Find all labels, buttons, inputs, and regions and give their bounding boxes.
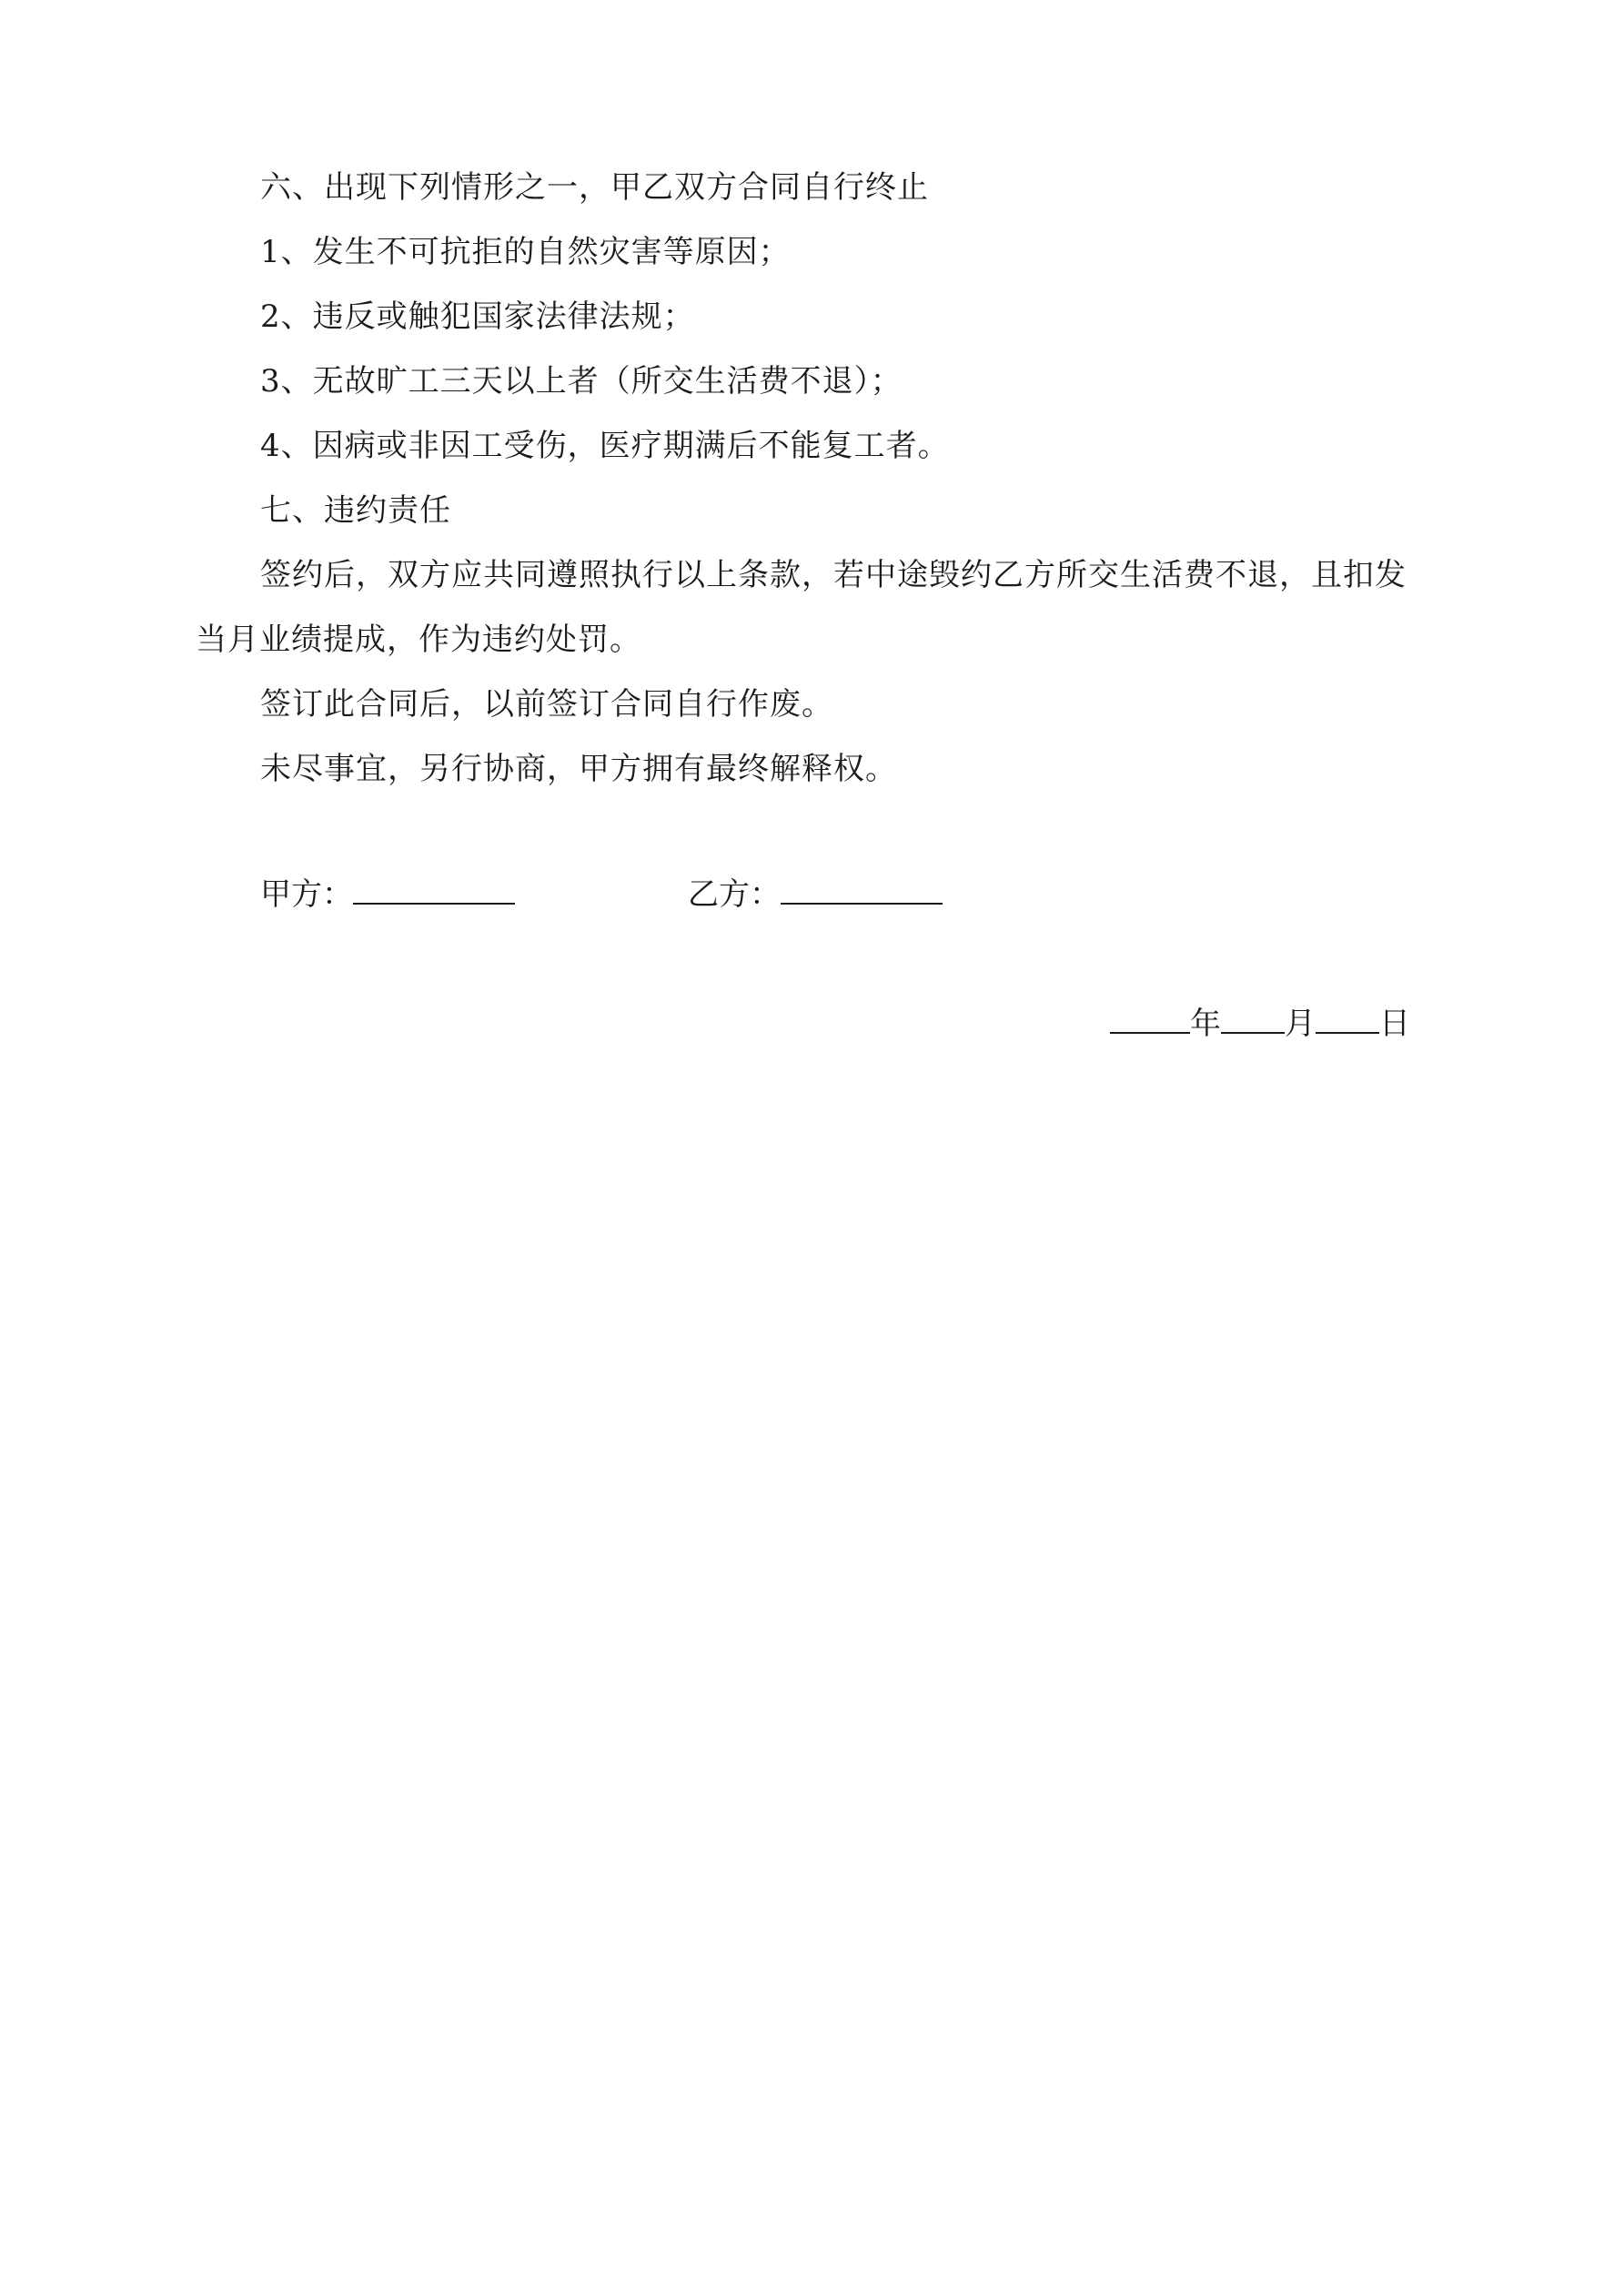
section6-item-4: 4、因病或非因工受伤，医疗期满后不能复工者。 [260,428,950,464]
section6-item-3: 3、无故旷工三天以上者（所交生活费不退）； [260,363,903,400]
party-a-label: 甲方： [260,876,353,913]
section6-item-2: 2、违反或触犯国家法律法规； [260,298,695,335]
date-row [1110,1003,1410,1042]
party-b-signature [688,874,943,913]
section7-heading: 七、违约责任 [260,492,451,529]
section7-paragraph-line-1: 签约后，双方应共同遵照执行以上条款，若中途毁约乙方所交生活费不退，且扣发 [260,557,1407,593]
month-blank[interactable] [1221,1003,1285,1034]
year-label: 年 [1190,1006,1221,1042]
party-b-label: 乙方： [688,876,781,913]
party-b-signature-line[interactable] [781,874,943,905]
month-label: 月 [1285,1006,1316,1042]
section6-item-1: 1、发生不可抗拒的自然灾害等原因； [260,234,791,270]
section7-paragraph-2: 签订此合同后，以前签订合同自行作废。 [260,686,833,723]
party-a-signature-line[interactable] [353,874,515,905]
section7-paragraph-line-2: 当月业绩提成，作为违约处罚。 [196,622,641,658]
year-blank[interactable] [1110,1003,1190,1034]
section6-heading: 六、出现下列情形之一，甲乙双方合同自行终止 [260,169,929,206]
day-blank[interactable] [1316,1003,1379,1034]
party-a-signature [260,874,515,913]
day-label: 日 [1379,1006,1410,1042]
section7-paragraph-3: 未尽事宜，另行协商，甲方拥有最终解释权。 [260,751,897,787]
